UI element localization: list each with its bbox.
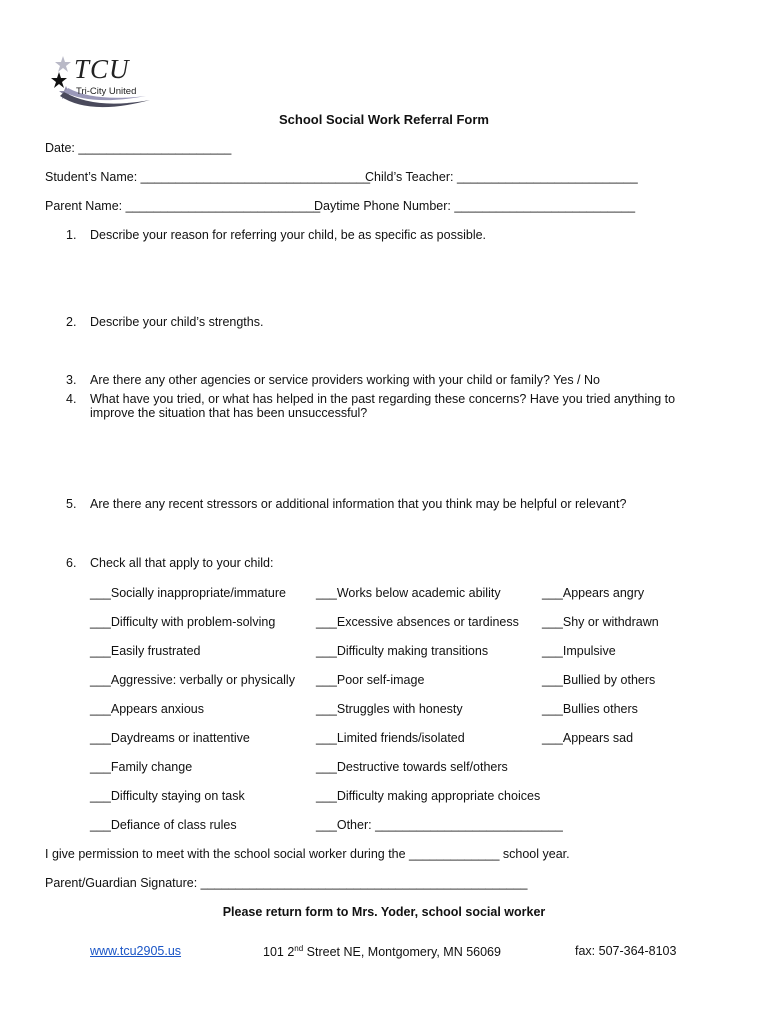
checklist-item[interactable]: ___Destructive towards self/others [316,760,508,774]
checklist-item[interactable]: ___Bullied by others [542,673,656,687]
checklist-item[interactable]: ___Works below academic ability [316,586,501,600]
checklist-item[interactable]: ___Impulsive [542,644,616,658]
question-text: Describe your reason for referring your child, be as specific as possible. [90,228,487,242]
checklist-item[interactable]: ___Excessive absences or tardiness [316,615,519,629]
daytime-phone-field[interactable]: Daytime Phone Number: __________________________ [314,199,636,213]
permission-statement[interactable]: I give permission to meet with the school social worker during the _____________ school year. [45,847,570,861]
question-number: 3. [66,373,77,387]
address-number: 101 2 [263,945,295,960]
checklist-item[interactable]: ___Difficulty staying on task [90,789,245,803]
question-3 [66,373,600,387]
question-text: Are there any other agencies or service providers working with your child or family? Yes / No [90,373,600,387]
logo-subtitle: Tri-City United [76,86,137,97]
checklist-item[interactable]: ___Difficulty making appropriate choices [316,789,541,803]
tcu-logo [50,52,160,116]
checklist-item[interactable]: ___Limited friends/isolated [316,731,465,745]
date-field[interactable]: Date: ______________________ [45,141,232,155]
question-6 [66,556,273,570]
student-name-field[interactable]: Student’s Name: _________________________________ [45,170,371,184]
question-number: 6. [66,556,77,570]
return-note: Please return form to Mrs. Yoder, school social worker [222,905,546,919]
question-4 [66,392,675,420]
checklist-item[interactable]: ___Bullies others [542,702,638,716]
question-text: Check all that apply to your child: [90,556,274,570]
website-link[interactable]: www.tcu2905.us [90,944,182,958]
checklist-item[interactable]: ___Socially inappropriate/immature [90,586,286,600]
question-number: 1. [66,228,77,242]
footer-address [263,944,501,959]
checklist-item[interactable]: ___Difficulty making transitions [316,644,489,658]
question-text: Are there any recent stressors or additional information that you think may be helpful or relevant? [90,497,627,511]
childs-teacher-field[interactable]: Child’s Teacher: __________________________ [365,170,638,184]
checklist-item[interactable]: ___Aggressive: verbally or physically [90,673,295,687]
question-5 [66,497,626,511]
checklist-item[interactable]: ___Difficulty with problem-solving [90,615,276,629]
checklist-item[interactable]: ___Appears angry [542,586,645,600]
question-number: 2. [66,315,77,329]
address-rest: Street NE, Montgomery, MN 56069 [303,945,501,960]
checklist-item[interactable]: ___Daydreams or inattentive [90,731,250,745]
question-number: 5. [66,497,77,511]
checklist-item[interactable]: ___Defiance of class rules [90,818,237,832]
checklist-item[interactable]: ___Easily frustrated [90,644,201,658]
checklist-item[interactable]: ___Appears anxious [90,702,204,716]
logo-name: TCU [74,54,130,84]
checklist-item-other[interactable]: ___Other: ___________________________ [316,818,563,832]
question-2 [66,315,263,329]
checklist-item[interactable]: ___Family change [90,760,193,774]
form-title: School Social Work Referral Form [279,112,489,127]
question-text-line-2: improve the situation that has been unsuccessful? [90,406,368,420]
signature-field[interactable]: Parent/Guardian Signature: _______________________________________________ [45,876,528,890]
checklist-item[interactable]: ___Appears sad [542,731,634,745]
question-text: Describe your child’s strengths. [90,315,264,329]
question-1 [66,228,486,242]
question-number: 4. [66,392,77,406]
address-ordinal: nd [294,944,304,953]
checklist-item[interactable]: ___Poor self-image [316,673,425,687]
footer-fax: fax: 507-364-8103 [575,944,677,958]
question-text: What have you tried, or what has helped in the past regarding these concerns? Have you tried anything to [90,392,676,406]
checklist-item[interactable]: ___Struggles with honesty [316,702,463,716]
checklist-item[interactable]: ___Shy or withdrawn [542,615,659,629]
parent-name-field[interactable]: Parent Name: ____________________________ [45,199,321,213]
